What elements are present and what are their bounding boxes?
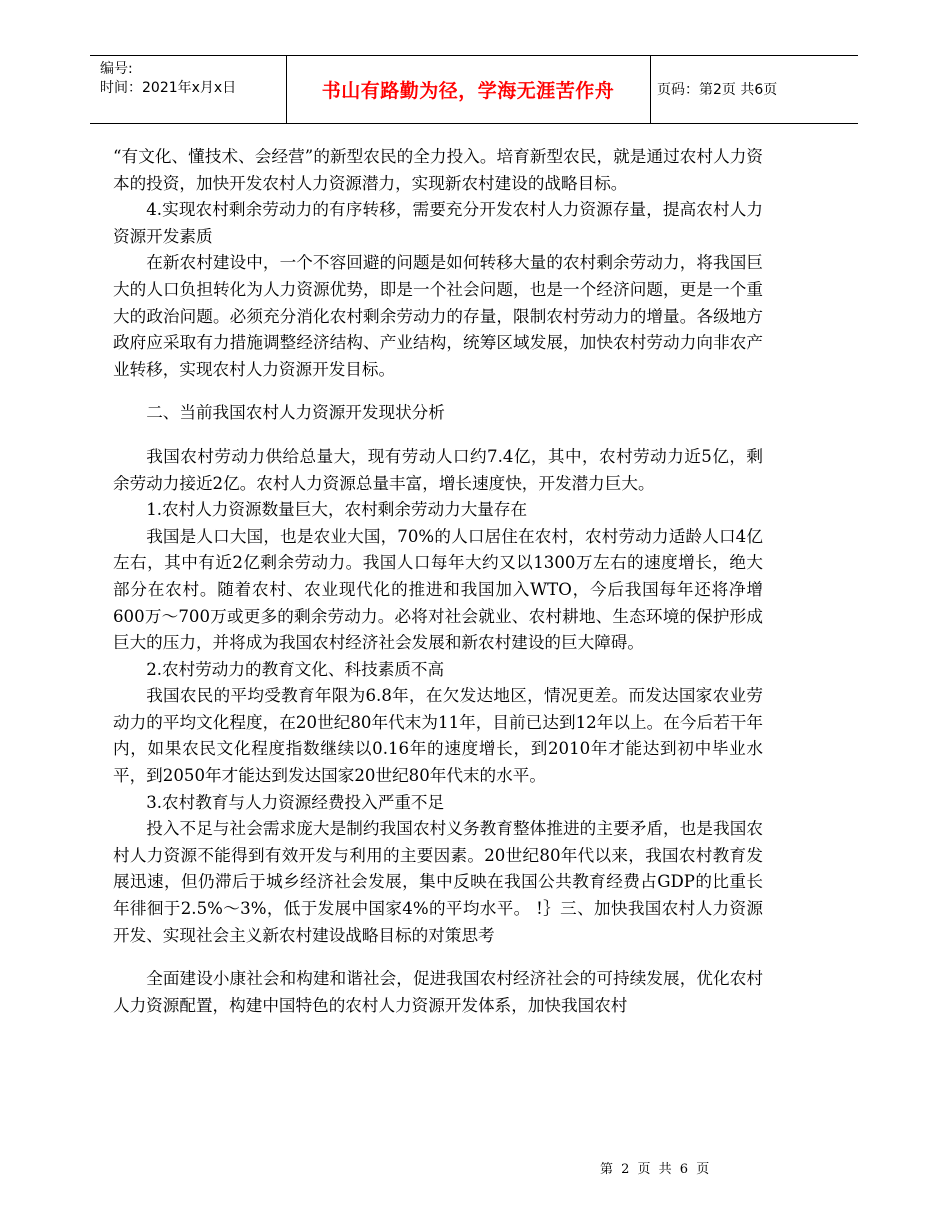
section-heading: 3.农村教育与人力资源经费投入严重不足 xyxy=(146,792,445,812)
section-heading: 二、当前我国农村人力资源开发现状分析 xyxy=(146,403,445,423)
paragraph: 全面建设小康社会和构建和谐社会，促进我国农村经济社会的可持续发展，优化农村人力资源配置，构建中国特色的农村人力资源开发体系，加快我国农村 xyxy=(113,969,763,1015)
page-header xyxy=(90,55,858,124)
section-heading: 4.实现农村剩余劳动力的有序转移，需要充分开发农村人力资源存量，提高农村人力资源开发素质 xyxy=(113,200,763,246)
header-motto: 书山有路勤为径，学海无涯苦作舟 xyxy=(321,80,615,102)
number-label: 编号: xyxy=(100,61,133,77)
paragraph: “有文化、懂技术、会经营”的新型农民的全力投入。培育新型农民，就是通过农村人力资本的投资，加快开发农村人力资源潜力，实现新农村建设的战略目标。 xyxy=(113,147,763,193)
paragraph: 我国农民的平均受教育年限为6.8年，在欠发达地区，情况更差。而发达国家农业劳动力的平均文化程度，在20世纪80年代末为11年，目前已达到12年以上。在今后若干年内，如果农民文化程度指数继续以0.16年的速度增长，到2010年才能达到初中毕业水平，到2050年才能达到发达国家20世纪80年代末的水平。 xyxy=(113,686,763,786)
time-label: 时间：2021年x月x日 xyxy=(100,80,237,96)
page-footer: 第 2 页 共 6 页 xyxy=(600,1162,712,1177)
paragraph: 投入不足与社会需求庞大是制约我国农村义务教育整体推进的主要矛盾，也是我国农村人力资源不能得到有效开发与利用的主要因素。20世纪80年代以来，我国农村教育发展迅速，但仍滞后于城乡经济社会发展，集中反映在我国公共教育经费占GDP的比重长年徘徊于2.5%～3%，低于发展中国家4%的平均水平。 !｝三、加快我国农村人力资源开发、实现社会主义新农村建设战略目标的对策思考 xyxy=(113,819,763,945)
header-page-info: 页码：第2页 共6页 xyxy=(657,82,778,98)
paragraph: 在新农村建设中，一个不容回避的问题是如何转移大量的农村剩余劳动力，将我国巨大的人口负担转化为人力资源优势，即是一个社会问题，也是一个经济问题，更是一个重大的政治问题。必须充分消化农村剩余劳动力的存量，限制农村劳动力的增量。各级地方政府应采取有力措施调整经济结构、产业结构，统筹区域发展，加快农村劳动力向非农产业转移，实现农村人力资源开发目标。 xyxy=(113,253,763,379)
header-divider xyxy=(650,56,651,123)
section-heading: 1.农村人力资源数量巨大，农村剩余劳动力大量存在 xyxy=(146,500,528,520)
section-heading: 2.农村劳动力的教育文化、科技素质不高 xyxy=(146,659,445,679)
paragraph: 我国是人口大国，也是农业大国，70%的人口居住在农村，农村劳动力适龄人口4亿左右，其中有近2亿剩余劳动力。我国人口每年大约又以1300万左右的速度增长，绝大部分在农村。随着农村、农业现代化的推进和我国加入WTO，今后我国每年还将净增600万～700万或更多的剩余劳动力。必将对社会就业、农村耕地、生态环境的保护形成巨大的压力，并将成为我国农村经济社会发展和新农村建设的巨大障碍。 xyxy=(113,526,763,653)
paragraph: 我国农村劳动力供给总量大，现有劳动人口约7.4亿，其中，农村劳动力近5亿，剩余劳动力接近2亿。农村人力资源总量丰富，增长速度快，开发潜力巨大。 xyxy=(113,446,763,493)
header-meta xyxy=(100,60,236,98)
document-body xyxy=(113,144,763,1019)
